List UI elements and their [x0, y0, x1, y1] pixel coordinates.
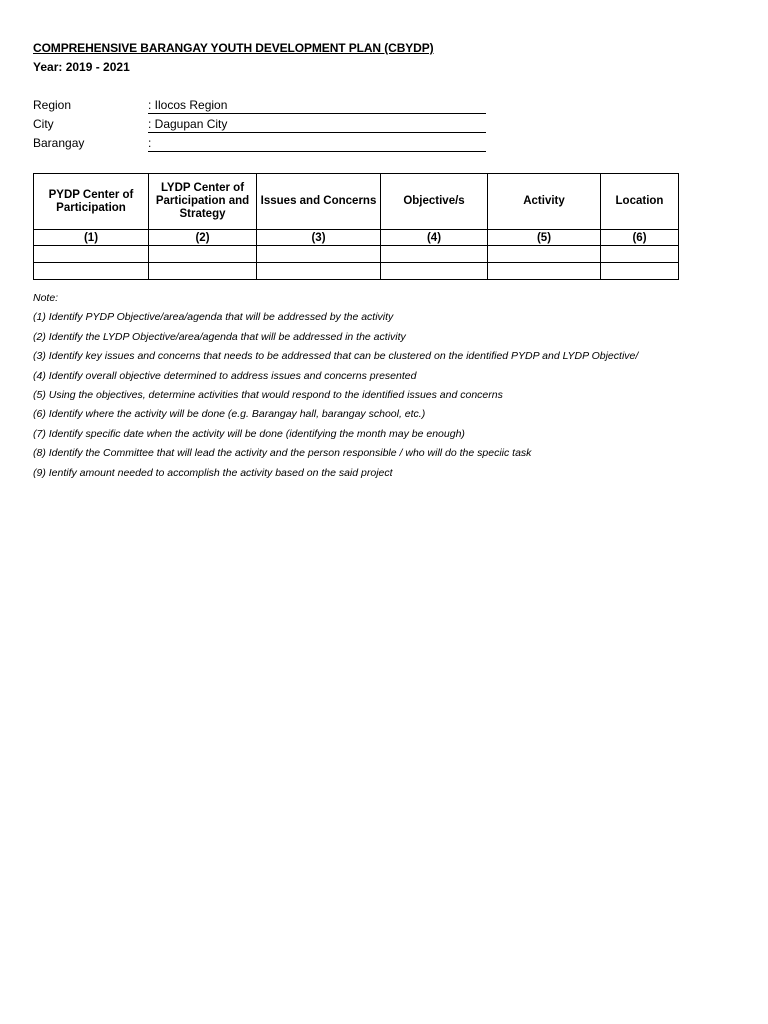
table-cell[interactable]: [149, 246, 257, 263]
table-number-row: [34, 230, 679, 246]
city-label: City: [33, 117, 54, 131]
number-cell: (1): [34, 230, 149, 246]
barangay-value: :: [148, 136, 486, 152]
header-location: Location: [601, 174, 679, 230]
note-item: (3) Identify key issues and concerns that needs to be addressed that can be clustered on the identified PYDP and LYDP Objective/: [33, 350, 639, 363]
table-cell[interactable]: [601, 246, 679, 263]
info-row-region: [33, 98, 493, 114]
table-row: [34, 246, 679, 263]
header-issues: Issues and Concerns: [257, 174, 381, 230]
note-item: (9) Ientify amount needed to accomplish the activity based on the said project: [33, 466, 393, 479]
document-title: COMPREHENSIVE BARANGAY YOUTH DEVELOPMENT PLAN (CBYDP): [33, 41, 434, 55]
number-cell: (2): [149, 230, 257, 246]
table-cell[interactable]: [34, 246, 149, 263]
table-cell[interactable]: [488, 263, 601, 280]
header-activity: Activity: [488, 174, 601, 230]
plan-table: [33, 173, 679, 280]
number-cell: (3): [257, 230, 381, 246]
note-item: (4) Identify overall objective determined to address issues and concerns presented: [33, 369, 417, 382]
table-cell[interactable]: [257, 246, 381, 263]
document-year: Year: 2019 - 2021: [33, 60, 130, 74]
table-header-row: [34, 174, 679, 230]
table-cell[interactable]: [381, 246, 488, 263]
note-item: (8) Identify the Committee that will lead the activity and the person responsible / who will do the speciic task: [33, 447, 532, 460]
table-cell[interactable]: [257, 263, 381, 280]
header-lydp: LYDP Center of Participation and Strategy: [149, 174, 257, 230]
table-cell[interactable]: [381, 263, 488, 280]
info-row-barangay: [33, 136, 493, 152]
table-cell[interactable]: [488, 246, 601, 263]
number-cell: (5): [488, 230, 601, 246]
info-row-city: [33, 117, 493, 133]
notes-heading: Note:: [33, 292, 59, 304]
notes-section: [33, 289, 753, 483]
table-cell[interactable]: [149, 263, 257, 280]
table-row: [34, 263, 679, 280]
header-objectives: Objective/s: [381, 174, 488, 230]
number-cell: (6): [601, 230, 679, 246]
table-cell[interactable]: [34, 263, 149, 280]
note-item: (1) Identify PYDP Objective/area/agenda that will be addressed by the activity: [33, 311, 394, 324]
header-pydp: PYDP Center of Participation: [34, 174, 149, 230]
note-item: (2) Identify the LYDP Objective/area/agenda that will be addressed in the activity: [33, 330, 406, 343]
region-label: Region: [33, 98, 72, 112]
region-value: : Ilocos Region: [148, 98, 486, 114]
city-value: : Dagupan City: [148, 117, 486, 133]
barangay-label: Barangay: [33, 136, 85, 150]
table-cell[interactable]: [601, 263, 679, 280]
note-item: (7) Identify specific date when the activity will be done (identifying the month may be enough): [33, 427, 465, 440]
number-cell: (4): [381, 230, 488, 246]
note-item: (5) Using the objectives, determine activities that would respond to the identified issues and concerns: [33, 388, 503, 401]
note-item: (6) Identify where the activity will be done (e.g. Barangay hall, barangay school, etc.): [33, 408, 426, 421]
